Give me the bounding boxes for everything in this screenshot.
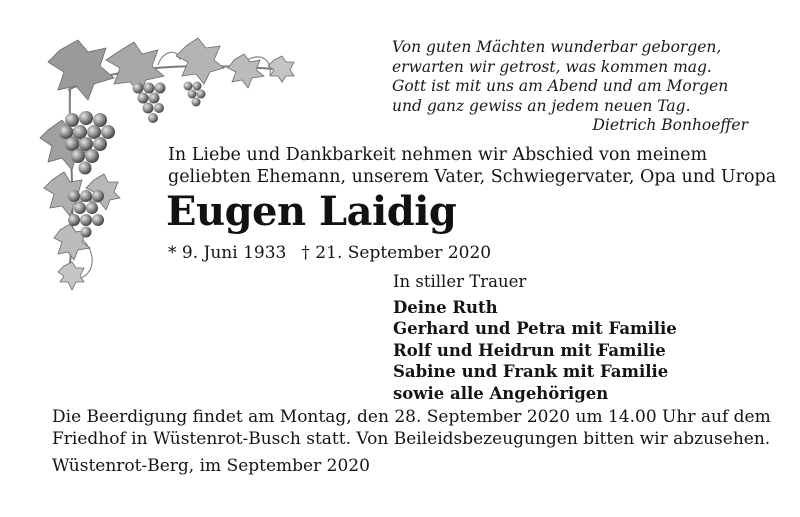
birth-date: * 9. Juni 1933 [168,243,287,263]
poem-line: erwarten wir getrost, was kommen mag. [392,57,712,76]
life-dates [168,243,491,263]
death-date: † 21. September 2020 [301,243,492,263]
funeral-info [52,406,771,450]
mourner: Gerhard und Petra mit Familie [393,319,677,339]
funeral-line: Die Beerdigung findet am Montag, den 28. September 2020 um 14.00 Uhr auf dem [52,407,771,427]
poem-line: Gott ist mit uns am Abend und am Morgen [392,77,729,96]
intro-text [168,144,776,188]
poem [392,38,752,116]
funeral-line: Friedhof in Wüstenrot-Busch statt. Von Beileidsbezeugungen bitten wir abzusehen. [52,429,771,449]
mourner: Sabine und Frank mit Familie [393,362,669,382]
intro-line: In Liebe und Dankbarkeit nehmen wir Abschied von meinem [168,145,708,165]
mourner: Deine Ruth [393,298,498,317]
mourner: sowie alle Angehörigen [393,383,609,403]
mourner: Rolf und Heidrun mit Familie [393,340,666,360]
intro-line: geliebten Ehemann, unserem Vater, Schwiegervater, Opa und Uropa [168,167,777,187]
mourners-list [393,297,677,404]
mourning-label: In stiller Trauer [393,272,527,291]
place-date: Wüstenrot-Berg, im September 2020 [52,456,370,476]
poem-line: und ganz gewiss an jedem neuen Tag. [392,96,691,115]
poem-line: Von guten Mächten wunderbar geborgen, [392,38,722,56]
deceased-name: Eugen Laidig [166,188,457,235]
poem-author: Dietrich Bonhoeffer [592,116,748,134]
